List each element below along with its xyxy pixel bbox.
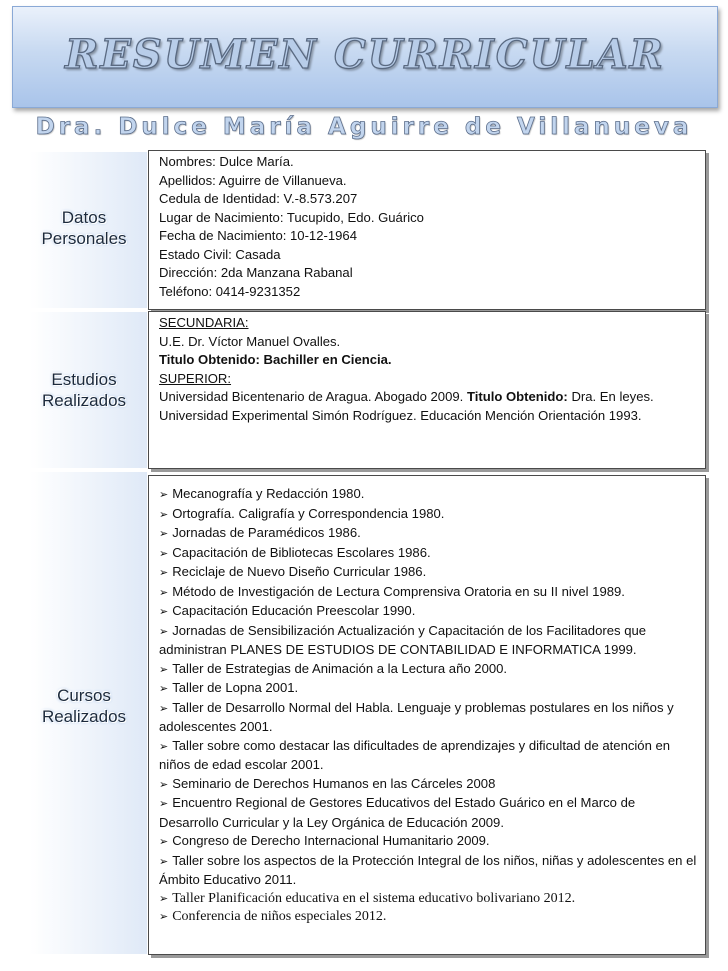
superior-entry-2: Universidad Experimental Simón Rodríguez. Educación Mención Orientación 1993. bbox=[159, 407, 642, 423]
superior-heading: SUPERIOR: bbox=[159, 370, 232, 386]
datos-line: Nombres: Dulce María. bbox=[159, 154, 294, 169]
curso-item bbox=[159, 485, 697, 505]
curso-item bbox=[159, 737, 697, 775]
curso-item bbox=[159, 908, 697, 927]
curso-item-text: Taller sobre como destacar las dificultades de aprendizajes y dificultad de atención en niños de edad escolar 2001. bbox=[159, 737, 671, 772]
datos-label-line-1: Datos bbox=[61, 208, 107, 227]
datos-label-line-2: Personales bbox=[41, 229, 127, 248]
datos-line: Fecha de Nacimiento: 10-12-1964 bbox=[159, 228, 357, 243]
curso-item bbox=[159, 622, 697, 660]
curso-item-text: Seminario de Derechos Humanos en las Cárceles 2008 bbox=[172, 775, 496, 791]
datos-label bbox=[34, 207, 134, 249]
page-title: RESUMEN CURRICULAR bbox=[65, 31, 665, 78]
estudios-box bbox=[148, 311, 706, 469]
curso-item bbox=[159, 852, 697, 890]
arrow-bullet-icon: ➢ bbox=[159, 625, 169, 638]
curso-item-text: Taller de Lopna 2001. bbox=[172, 680, 299, 695]
curso-item bbox=[159, 775, 697, 795]
curso-item-text: Mecanografía y Redacción 1980. bbox=[172, 486, 365, 501]
curso-item bbox=[159, 524, 697, 544]
datos-line: Lugar de Nacimiento: Tucupido, Edo. Guárico bbox=[159, 209, 424, 225]
curso-item bbox=[159, 890, 697, 909]
curso-item-text: Jornadas de Sensibilización Actualización y Capacitación de los Facilitadores que administran PLANES DE ESTUDIOS DE CONTABILIDAD E INFORMATICA 1999. bbox=[159, 622, 647, 657]
curso-item bbox=[159, 505, 697, 525]
datos-line: Estado Civil: Casada bbox=[159, 246, 281, 262]
curso-item-text: Encuentro Regional de Gestores Educativos del Estado Guárico en el Marco de Desarrollo Curricular y la Ley Orgánica de Educación 2009. bbox=[159, 795, 636, 830]
cursos-label-line-2: Realizados bbox=[41, 707, 127, 726]
cursos-label bbox=[34, 685, 134, 727]
arrow-bullet-icon: ➢ bbox=[159, 855, 169, 868]
datos-box bbox=[148, 150, 706, 310]
secundaria-heading: SECUNDARIA: bbox=[159, 315, 249, 330]
arrow-bullet-icon: ➢ bbox=[159, 508, 169, 521]
curso-item-text: Taller Planificación educativa en el sistema educativo bolivariano 2012. bbox=[172, 890, 576, 906]
datos-line: Dirección: 2da Manzana Rabanal bbox=[159, 265, 353, 280]
superior-1-text: Universidad Bicentenario de Aragua. Abogado 2009. bbox=[159, 389, 464, 404]
arrow-bullet-icon: ➢ bbox=[159, 567, 169, 579]
arrow-bullet-icon: ➢ bbox=[159, 702, 169, 715]
curso-item-text: Reciclaje de Nuevo Diseño Curricular 1986. bbox=[172, 564, 427, 579]
arrow-bullet-icon: ➢ bbox=[159, 683, 169, 695]
arrow-bullet-icon: ➢ bbox=[159, 836, 169, 848]
curso-item-text: Congreso de Derecho Internacional Humanitario 2009. bbox=[172, 833, 490, 848]
curso-item bbox=[159, 563, 697, 583]
curso-item-text: Taller de Estrategias de Animación a la Lectura año 2000. bbox=[172, 660, 508, 676]
curso-item bbox=[159, 832, 697, 852]
curso-item bbox=[159, 679, 697, 699]
arrow-bullet-icon: ➢ bbox=[159, 911, 169, 923]
datos-line: Teléfono: 0414-9231352 bbox=[159, 283, 301, 299]
superior-1-bold: Titulo Obtenido: bbox=[466, 389, 568, 404]
secundaria-school: U.E. Dr. Víctor Manuel Ovalles. bbox=[159, 333, 341, 349]
arrow-bullet-icon: ➢ bbox=[159, 663, 169, 676]
curso-item bbox=[159, 583, 697, 603]
curso-item bbox=[159, 602, 697, 622]
curso-item-text: Capacitación de Bibliotecas Escolares 1986. bbox=[172, 544, 431, 560]
curso-item-text: Taller de Desarrollo Normal del Habla. Lenguaje y problemas postulares en los niños y adolescentes 2001. bbox=[159, 699, 674, 734]
curso-item-text: Método de Investigación de Lectura Comprensiva Oratoria en su II nivel 1989. bbox=[172, 583, 625, 599]
datos-line: Cedula de Identidad: V.-8.573.207 bbox=[159, 191, 358, 206]
arrow-bullet-icon: ➢ bbox=[159, 528, 169, 540]
arrow-bullet-icon: ➢ bbox=[159, 547, 169, 560]
curso-item bbox=[159, 544, 697, 564]
curso-item bbox=[159, 794, 697, 832]
estudios-label bbox=[34, 369, 134, 411]
cursos-label-line-1: Cursos bbox=[57, 686, 111, 705]
cursos-box bbox=[148, 475, 706, 955]
arrow-bullet-icon: ➢ bbox=[159, 740, 169, 753]
arrow-bullet-icon: ➢ bbox=[159, 586, 169, 599]
superior-entry-1 bbox=[159, 388, 697, 407]
estudios-label-line-1: Estudios bbox=[51, 370, 117, 389]
superior-1-end: Dra. En leyes. bbox=[571, 389, 654, 404]
curso-item-text: Ortografía. Caligrafía y Correspondencia 1980. bbox=[172, 505, 445, 521]
arrow-bullet-icon: ➢ bbox=[159, 778, 169, 791]
estudios-label-line-2: Realizados bbox=[41, 391, 127, 410]
curso-item bbox=[159, 699, 697, 737]
arrow-bullet-icon: ➢ bbox=[159, 489, 169, 501]
curso-item-text: Capacitación Educación Preescolar 1990. bbox=[172, 603, 416, 618]
secundaria-title: Titulo Obtenido: Bachiller en Ciencia. bbox=[159, 352, 392, 367]
curso-item-text: Conferencia de niños especiales 2012. bbox=[172, 909, 387, 924]
title-banner bbox=[12, 6, 718, 108]
datos-line: Apellidos: Aguirre de Villanueva. bbox=[159, 172, 347, 188]
person-name: Dra. Dulce María Aguirre de Villanueva bbox=[35, 114, 693, 140]
curso-item-text: Jornadas de Paramédicos 1986. bbox=[172, 525, 361, 540]
arrow-bullet-icon: ➢ bbox=[159, 606, 169, 618]
curso-item bbox=[159, 660, 697, 680]
curso-item-text: Taller sobre los aspectos de la Protección Integral de los niños, niñas y adolescentes en el Ámbito Educativo 2011. bbox=[159, 852, 697, 887]
arrow-bullet-icon: ➢ bbox=[159, 892, 169, 905]
arrow-bullet-icon: ➢ bbox=[159, 798, 169, 810]
